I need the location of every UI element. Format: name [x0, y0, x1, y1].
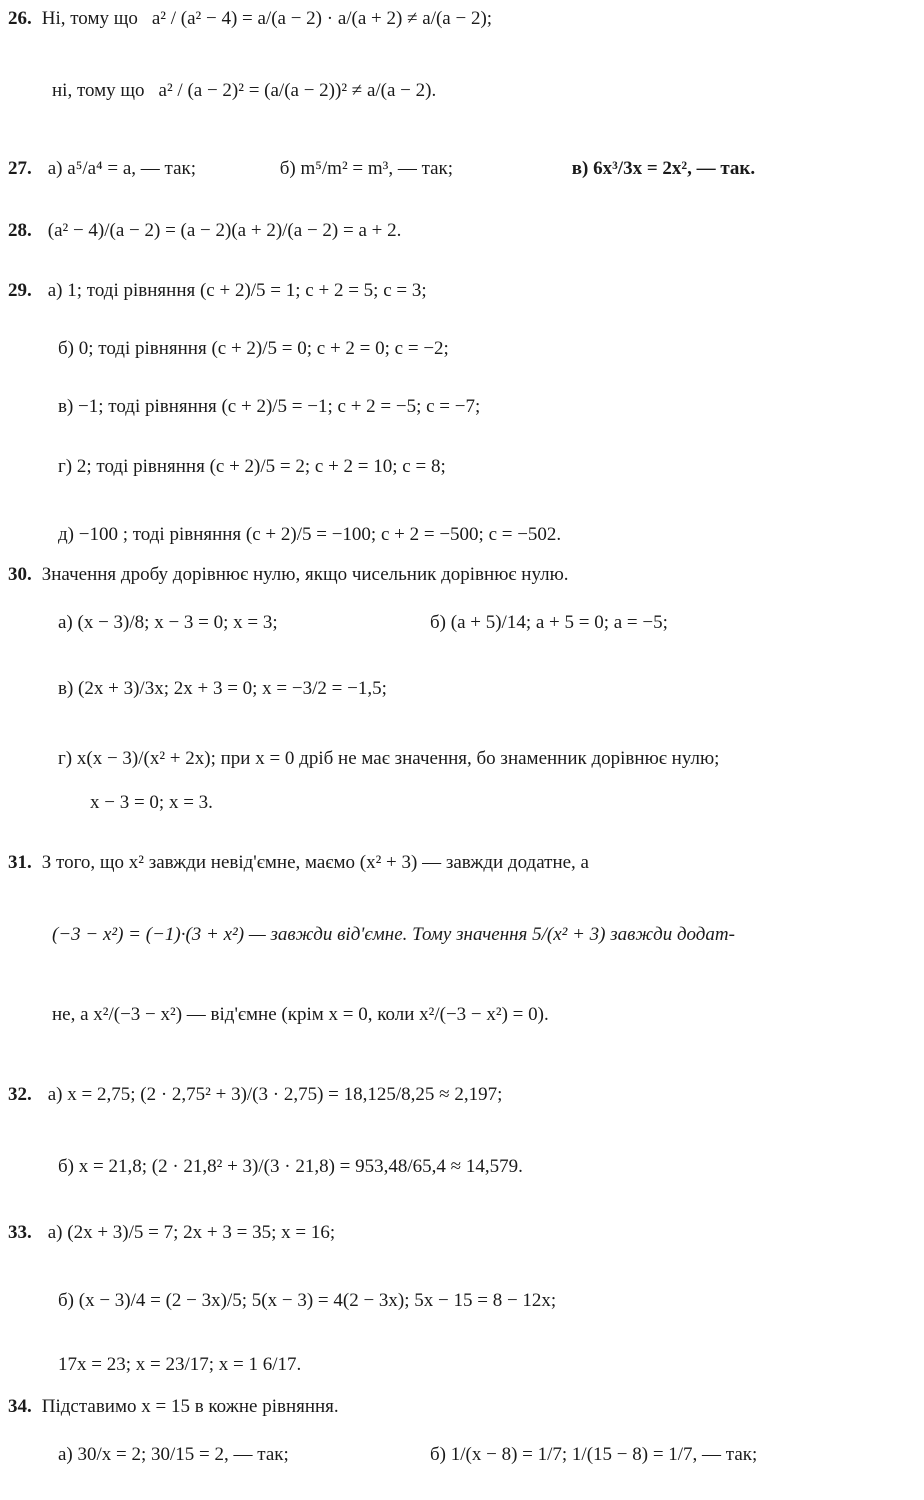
problem-32-a	[8, 1084, 508, 1106]
problem-29-b	[52, 338, 455, 360]
item-a: а) (2x + 3)/5 = 7; 2x + 3 = 35; x = 16;	[47, 1222, 336, 1243]
problem-number: 30.	[8, 564, 32, 585]
item-b: б) x = 21,8; (2 · 21,8² + 3)/(3 · 21,8) = 953,48/65,4 ≈ 14,579.	[58, 1156, 523, 1177]
problem-text: не, а x²/(−3 − x²) — від'ємне (крім x = 0, коли x²/(−3 − x²) = 0).	[52, 1004, 549, 1025]
problem-30-ab	[52, 612, 674, 634]
problem-number: 28.	[8, 220, 32, 241]
item-g-continued: x − 3 = 0; x = 3.	[90, 792, 213, 813]
problem-30-intro	[8, 564, 569, 586]
problem-number: 31.	[8, 852, 32, 873]
problem-text: З того, що x² завжди невід'ємне, маємо (x² + 3) — завжди додатне, а	[41, 852, 589, 873]
item-v: в) −1; тоді рівняння (c + 2)/5 = −1; c + 2 = −5; c = −7;	[58, 396, 481, 417]
problem-27	[8, 158, 761, 180]
problem-29-g	[52, 456, 452, 478]
problem-text: Ні, тому що	[41, 8, 138, 29]
problem-34-intro	[8, 1396, 339, 1418]
item-b: б) 0; тоді рівняння (c + 2)/5 = 0; c + 2 = 0; c = −2;	[58, 338, 449, 359]
formula: (a² − 4)/(a − 2) = (a − 2)(a + 2)/(a − 2) = a + 2.	[47, 220, 402, 241]
problem-29-v	[52, 396, 486, 418]
item-g: г) x(x − 3)/(x² + 2x); при x = 0 дріб не має значення, бо знаменник дорівнює нулю;	[58, 748, 720, 769]
item-b-continued: 17x = 23; x = 23/17; x = 1 6/17.	[58, 1354, 302, 1375]
item-a: а) a⁵/a⁴ = a, — так;	[47, 158, 197, 179]
problem-32-b	[52, 1156, 529, 1178]
problem-26-line-2	[52, 80, 442, 102]
item-b: б) m⁵/m² = m³, — так;	[279, 158, 454, 179]
item-g: г) 2; тоді рівняння (c + 2)/5 = 2; c + 2 = 10; c = 8;	[58, 456, 446, 477]
item-v: в) 6x³/3x = 2x², — так.	[571, 158, 756, 179]
problem-number: 26.	[8, 8, 32, 29]
problem-number: 33.	[8, 1222, 32, 1243]
problem-31-line-1	[8, 852, 589, 874]
problem-text: (−3 − x²) = (−1)·(3 + x²) — завжди від'ємне. Тому значення 5/(x² + 3) завжди додат-	[52, 924, 735, 945]
problem-28	[8, 220, 407, 242]
item-a: а) x = 2,75; (2 · 2,75² + 3)/(3 · 2,75) = 18,125/8,25 ≈ 2,197;	[47, 1084, 503, 1105]
problem-number: 32.	[8, 1084, 32, 1105]
item-a: а) 1; тоді рівняння (c + 2)/5 = 1; c + 2 = 5; c = 3;	[47, 280, 427, 301]
problem-33-b	[52, 1290, 562, 1312]
item-b: б) 1/(x − 8) = 1/7; 1/(15 − 8) = 1/7, — так;	[430, 1444, 758, 1465]
item-a: а) (x − 3)/8; x − 3 = 0; x = 3;	[58, 612, 278, 633]
problem-30-v	[52, 678, 393, 700]
problem-number: 34.	[8, 1396, 32, 1417]
problem-29-d	[52, 524, 567, 546]
problem-31-line-2	[52, 924, 735, 946]
formula: a² / (a² − 4) = a/(a − 2) · a/(a + 2) ≠ a/(a − 2);	[151, 8, 493, 29]
problem-30-g1	[52, 748, 725, 770]
problem-33-c	[52, 1354, 307, 1376]
problem-34-ab	[52, 1444, 763, 1466]
problem-number: 27.	[8, 158, 32, 179]
problem-26-line-1	[8, 8, 498, 30]
problem-30-g2	[84, 792, 219, 814]
item-d: д) −100 ; тоді рівняння (c + 2)/5 = −100; c + 2 = −500; c = −502.	[58, 524, 562, 545]
problem-text: Значення дробу дорівнює нулю, якщо чисельник дорівнює нулю.	[41, 564, 569, 585]
item-b: б) (x − 3)/4 = (2 − 3x)/5; 5(x − 3) = 4(2 − 3x); 5x − 15 = 8 − 12x;	[58, 1290, 557, 1311]
problem-31-line-3	[52, 1004, 549, 1026]
problem-number: 29.	[8, 280, 32, 301]
formula: a² / (a − 2)² = (a/(a − 2))² ≠ a/(a − 2).	[158, 80, 437, 101]
problem-33-a	[8, 1222, 341, 1244]
item-v: в) (2x + 3)/3x; 2x + 3 = 0; x = −3/2 = −1,5;	[58, 678, 387, 699]
problem-29-a	[8, 280, 433, 302]
item-a: а) 30/x = 2; 30/15 = 2, — так;	[58, 1444, 289, 1465]
item-b: б) (a + 5)/14; a + 5 = 0; a = −5;	[430, 612, 668, 633]
problem-text: ні, тому що	[52, 80, 145, 101]
problem-text: Підставимо x = 15 в кожне рівняння.	[41, 1396, 339, 1417]
